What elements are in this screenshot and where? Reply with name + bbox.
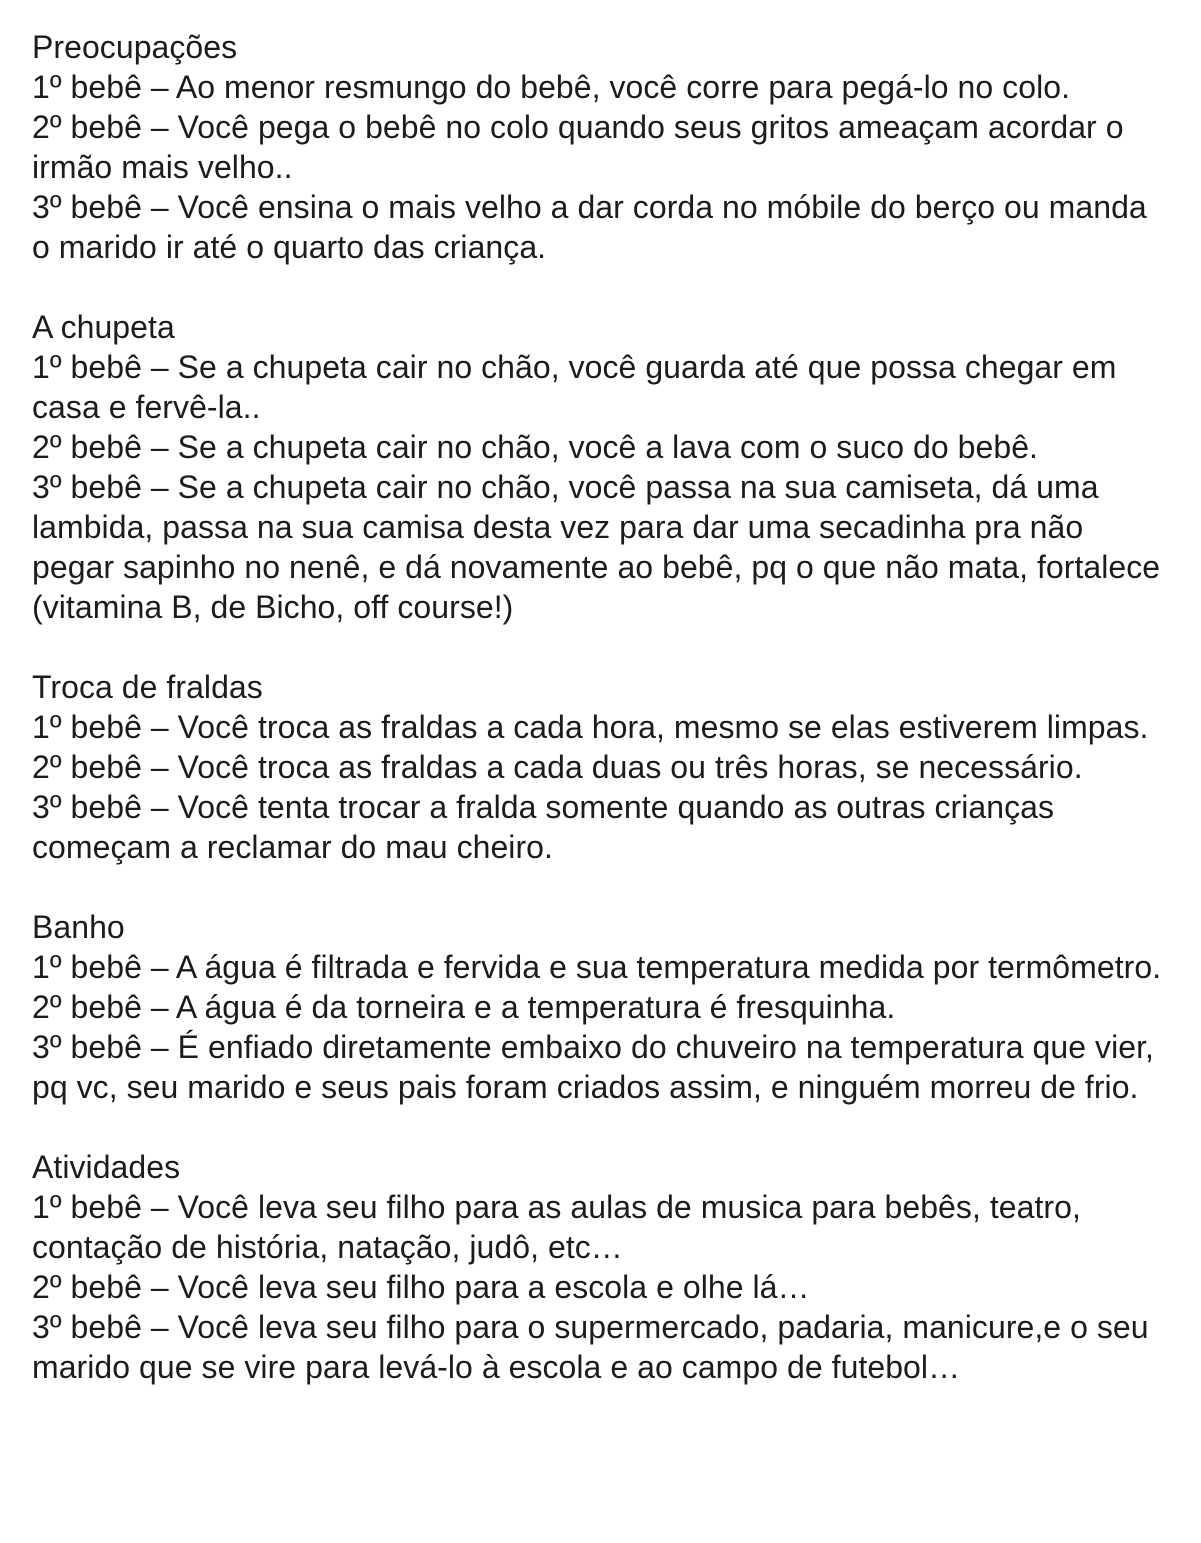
- section-preocupacoes: [32, 27, 1172, 267]
- entry-second-baby: 2º bebê – Você pega o bebê no colo quando seus gritos ameaçam acordar o irmão mais velho..: [32, 109, 1124, 185]
- entry-second-baby: 2º bebê – Se a chupeta cair no chão, você a lava com o suco do bebê.: [32, 429, 1038, 465]
- section-banho: [32, 907, 1172, 1107]
- section-troca-de-fraldas: [32, 667, 1172, 867]
- entry-first-baby: 1º bebê – Você troca as fraldas a cada hora, mesmo se elas estiverem limpas.: [32, 709, 1149, 745]
- entry-second-baby: 2º bebê – Você troca as fraldas a cada duas ou três horas, se necessário.: [32, 749, 1083, 785]
- entry-second-baby: 2º bebê – A água é da torneira e a temperatura é fresquinha.: [32, 989, 896, 1025]
- entry-second-baby: 2º bebê – Você leva seu filho para a escola e olhe lá…: [32, 1269, 810, 1305]
- section-heading: Banho: [32, 909, 125, 945]
- entry-third-baby: 3º bebê – Você leva seu filho para o supermercado, padaria, manicure,e o seu marido que se vire para levá-lo à escola e ao campo de futebol…: [32, 1309, 1149, 1385]
- entry-first-baby: 1º bebê – A água é filtrada e fervida e sua temperatura medida por termômetro.: [32, 949, 1162, 985]
- section-heading: A chupeta: [32, 309, 175, 345]
- document-body: [32, 27, 1172, 1387]
- section-heading: Atividades: [32, 1149, 181, 1185]
- entry-third-baby: 3º bebê – É enfiado diretamente embaixo do chuveiro na temperatura que vier, pq vc, seu marido e seus pais foram criados assim, e ninguém morreu de frio.: [32, 1029, 1154, 1105]
- section-atividades: [32, 1147, 1172, 1387]
- entry-third-baby: 3º bebê – Você tenta trocar a fralda somente quando as outras crianças começam a reclamar do mau cheiro.: [32, 789, 1055, 865]
- section-chupeta: [32, 307, 1172, 627]
- section-heading: Preocupações: [32, 29, 238, 65]
- entry-third-baby: 3º bebê – Você ensina o mais velho a dar corda no móbile do berço ou manda o marido ir até o quarto das criança.: [32, 189, 1147, 265]
- entry-third-baby: 3º bebê – Se a chupeta cair no chão, você passa na sua camiseta, dá uma lambida, passa na sua camisa desta vez para dar uma secadinha pra não pegar sapinho no nenê, e dá novamente ao bebê, pq o que não mata, fortalece (vitamina B, de Bicho, off course!): [32, 469, 1161, 625]
- entry-first-baby: 1º bebê – Você leva seu filho para as aulas de musica para bebês, teatro, contação de história, natação, judô, etc…: [32, 1189, 1081, 1265]
- entry-first-baby: 1º bebê – Se a chupeta cair no chão, você guarda até que possa chegar em casa e fervê-la..: [32, 349, 1117, 425]
- entry-first-baby: 1º bebê – Ao menor resmungo do bebê, você corre para pegá-lo no colo.: [32, 69, 1071, 105]
- section-heading: Troca de fraldas: [32, 669, 263, 705]
